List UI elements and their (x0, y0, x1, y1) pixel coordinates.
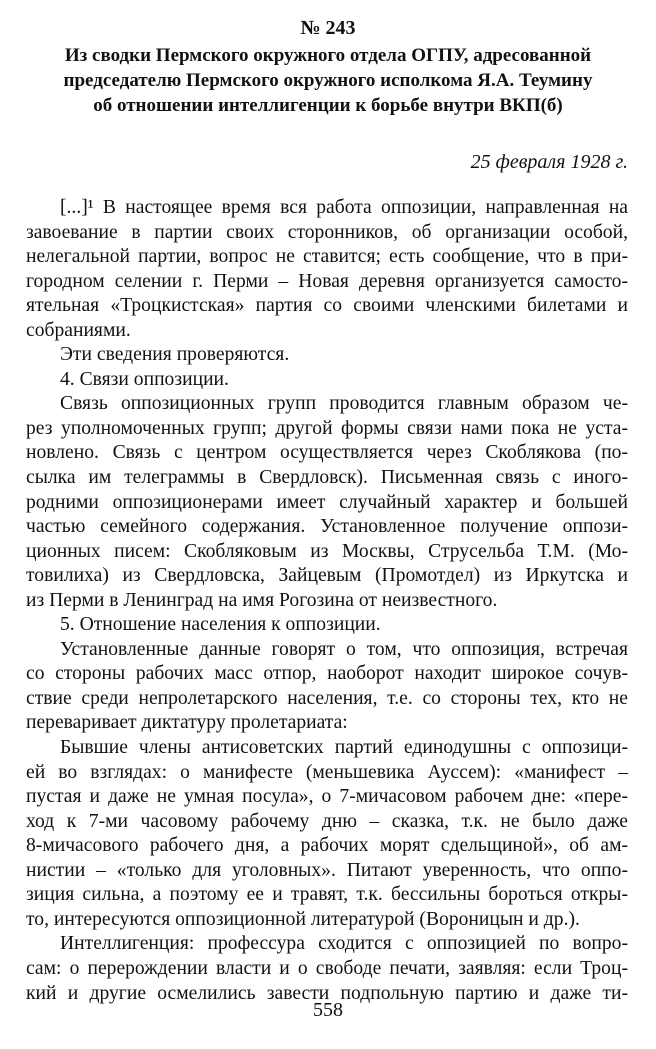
document-body (26, 196, 628, 1006)
text-line: завоевание в партии своих сторонников, об организации особой, (26, 221, 628, 243)
text-line: собраниями. (26, 319, 131, 341)
text-line: со стороны рабочих масс отпор, наоборот находит широкое сочув- (26, 663, 628, 685)
text-line: ционных писем: Скобляковым из Москвы, Струсельба Т.М. (Мо- (26, 540, 628, 562)
title-line: Из сводки Пермского окружного отдела ОГПУ, адресованной (64, 45, 592, 66)
text-line: Связь оппозиционных групп проводится главным образом че- (60, 393, 628, 415)
text-line: родними оппозиционерами имеет случайный характер и большей (26, 491, 628, 513)
text-line: сам: о перерождении власти и о свободе печати, заявляя: если Троц- (26, 957, 628, 979)
text-line: частью семейного содержания. Установленное получение оппози- (26, 516, 628, 538)
text-line: Установленные данные говорят о том, что оппозиция, встречая (60, 638, 628, 660)
text-line: ятельная «Троцкистская» партия со своими членскими билетами и (26, 295, 628, 317)
text-line: ей во взглядах: о манифесте (меньшевика Ауссем): «манифест – (26, 761, 628, 783)
text-line: ствие среди непролетарского населения, т.е. со стороны тех, кто не (26, 687, 628, 709)
text-line: сылка им телеграммы в Свердловск). Письменная связь с иного- (26, 467, 628, 489)
text-line: то, интересуются оппозиционной литературой (Вороницын и др.). (26, 908, 580, 930)
section-heading: 5. Отношение населения к оппозиции. (60, 614, 381, 636)
text-line: Интеллигенция: профессура сходится с оппозицией по вопро- (60, 933, 628, 955)
text-line: Бывшие члены антисоветских партий единодушны с оппозици- (60, 737, 628, 759)
text-line: переваривает диктатуру пролетариата: (26, 712, 348, 734)
section-heading: 4. Связи оппозиции. (60, 368, 229, 390)
text-line: городном селении г. Перми – Новая деревня организуется самосто- (26, 270, 628, 292)
text-line: нистии – «только для уголовных». Питают уверенность, что оппо- (26, 859, 628, 881)
text-line: кий и другие осмелились завести подпольную партию и даже ти- (26, 982, 628, 1004)
title-line: об отношении интеллигенции к борьбе внутри ВКП(б) (93, 95, 563, 116)
text-line: нелегальной партии, вопрос не ставится; есть сообщение, что в при- (26, 246, 628, 268)
text-line: Эти сведения проверяются. (60, 344, 290, 366)
text-line: рез уполномоченных групп; другой формы связи нами пока не уста- (26, 417, 628, 439)
title-line: председателю Пермского окружного исполкома Я.А. Теумину (63, 70, 593, 91)
text-line: ход к 7-ми часовому рабочему дню – сказка, т.к. не было даже (26, 810, 628, 832)
text-line: из Перми в Ленинград на имя Рогозина от неизвестного. (26, 589, 498, 611)
document-title (40, 43, 616, 118)
page-number: 558 (313, 999, 343, 1021)
document-number: № 243 (300, 17, 356, 39)
text-line: 8-мичасового рабочего дня, а рабочих морят сдельщиной», об ам- (26, 835, 628, 857)
text-line: [...]¹ В настоящее время вся работа оппозиции, направленная на (60, 197, 628, 218)
document-date: 25 февраля 1928 г. (470, 151, 628, 173)
text-line: зиция сильна, а поэтому ее и травят, т.к. бессильны бороться откры- (26, 884, 628, 906)
text-line: новлено. Связь с центром осуществляется через Скоблякова (по- (26, 442, 628, 464)
text-line: пустая и даже не умная посула», о 7-мичасовом рабочем дне: «пере- (26, 786, 628, 808)
text-line: товилиха) из Свердловска, Зайцевым (Промотдел) из Иркутска и (26, 565, 628, 587)
